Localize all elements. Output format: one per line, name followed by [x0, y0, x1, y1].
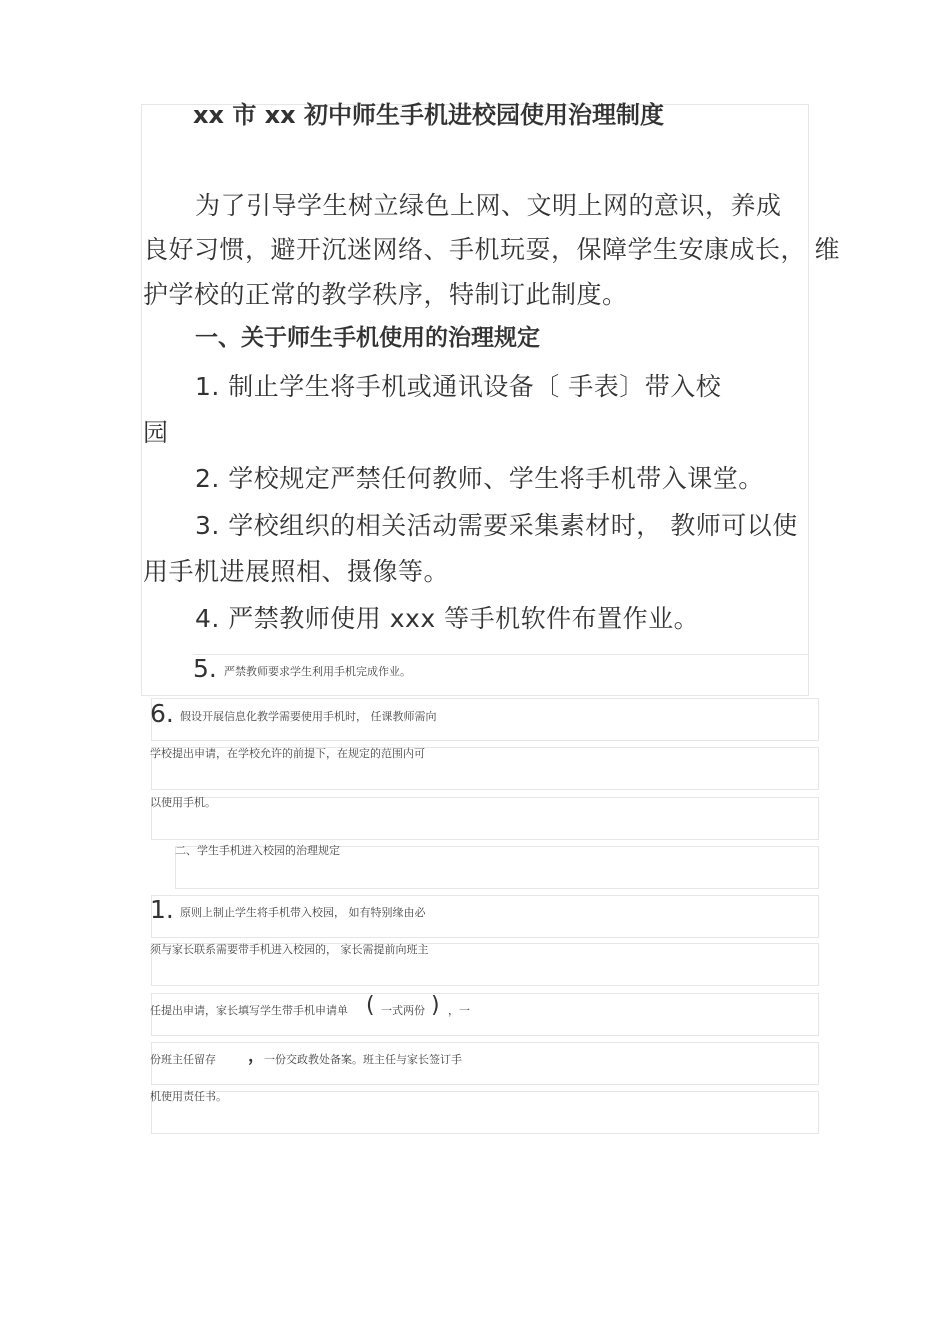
list-item-continuation: 用手机进展照相、摄像等。 — [143, 557, 450, 586]
list-item: 4. 严禁教师使用 xxx 等手机软件布置作业。 — [195, 604, 700, 633]
list-item-continuation: 份班主任留存 — [150, 1053, 216, 1066]
list-item-continuation: 须与家长联系需要带手机进入校园的， 家长需提前向班主 — [150, 943, 429, 956]
rule-line — [193, 654, 809, 655]
comma-mark: ， — [248, 1046, 265, 1066]
list-item-continuation: 园 — [143, 418, 169, 447]
intro-line: 护学校的正常的教学秩序，特制订此制度。 — [143, 280, 628, 309]
section-heading: 二、学生手机进入校园的治理规定 — [175, 844, 340, 857]
document-title: xx 市 xx 初中师生手机进校园使用治理制度 — [193, 101, 664, 129]
list-number: 1. — [150, 895, 174, 924]
list-item-continuation: 学校提出申请，在学校允许的前提下，在规定的范围内可 — [150, 747, 425, 760]
list-item: 原则上制止学生将手机带入校园， 如有特别缘由必 — [180, 906, 426, 919]
list-item: 严禁教师要求学生利用手机完成作业。 — [224, 665, 411, 678]
list-item-continuation: 机使用责任书。 — [150, 1090, 227, 1103]
list-item-continuation: ，一 — [448, 1004, 470, 1017]
list-item-continuation: 任提出申请，家长填写学生带手机申请单 — [150, 1004, 348, 1017]
row-frame — [151, 1091, 819, 1134]
list-item: 2. 学校规定严禁任何教师、学生将手机带入课堂。 — [195, 464, 764, 493]
open-parenthesis: ( — [366, 993, 375, 1018]
list-item-continuation: 以使用手机。 — [150, 796, 216, 809]
list-item: 3. 学校组织的相关活动需要采集素材时， 教师可以使 — [195, 511, 798, 540]
list-number: 5. — [193, 654, 217, 683]
list-item-continuation: 一式两份 — [381, 1004, 425, 1017]
list-number: 6. — [150, 699, 174, 728]
row-frame — [151, 797, 819, 840]
intro-line: 为了引导学生树立绿色上网、文明上网的意识，养成 — [195, 191, 782, 220]
list-item: 1. 制止学生将手机或通讯设备〔 手表〕带入校 — [195, 372, 722, 401]
close-parenthesis: ) — [431, 993, 440, 1018]
section-heading: 一、关于师生手机使用的治理规定 — [195, 325, 540, 351]
list-item: 假设开展信息化教学需要使用手机时， 任课教师需向 — [180, 710, 437, 723]
intro-line: 良好习惯，避开沉迷网络、手机玩耍，保障学生安康成长， 维 — [143, 235, 840, 264]
list-item-continuation: 一份交政教处备案。班主任与家长签订手 — [264, 1053, 462, 1066]
